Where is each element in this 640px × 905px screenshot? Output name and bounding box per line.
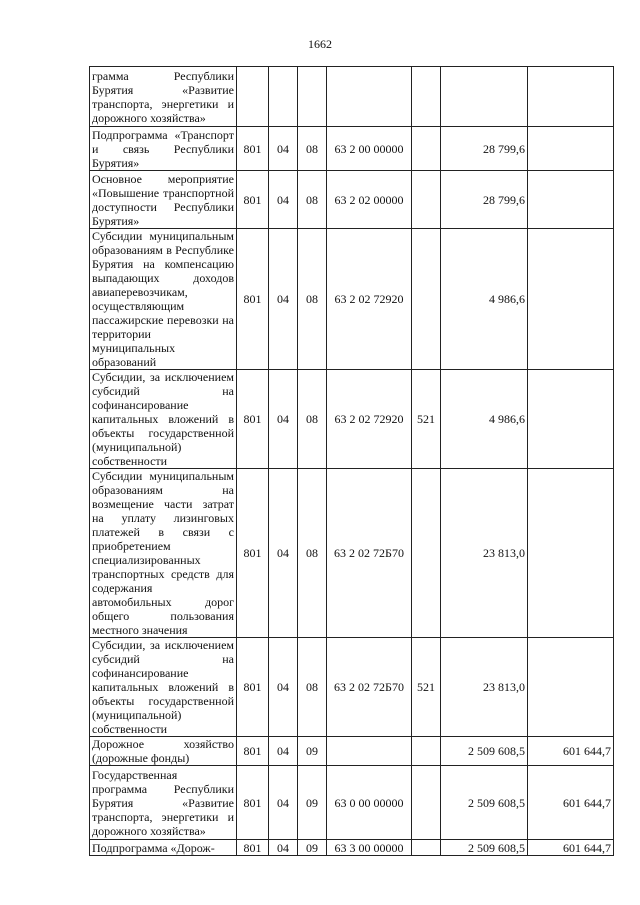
row-section-code: 04 (269, 229, 298, 370)
row-expense-type (412, 127, 441, 171)
row-section-code: 04 (269, 171, 298, 229)
row-name: Субсидии муниципальным образованиям в Республике Бурятия на компенсацию выпадающих доходов авиаперевозчикам, осуществляющим пассажирские перевозки на территории муниципальных образований (90, 229, 237, 370)
row-subsection-code: 09 (298, 737, 327, 766)
row-target-article: 63 3 00 00000 (327, 840, 412, 856)
table-row (90, 766, 614, 840)
row-name: Субсидии, за исключением субсидий на софинансирование капитальных вложений в объекты государственной (муниципальной) собственности (90, 638, 237, 737)
row-section-code: 04 (269, 370, 298, 469)
row-section-code: 04 (269, 737, 298, 766)
row-name: Подпрограмма «Дорож- (90, 840, 237, 856)
row-amount-2 (528, 370, 614, 469)
row-section-code: 04 (269, 127, 298, 171)
row-section-code: 04 (269, 840, 298, 856)
row-target-article: 63 2 02 72920 (327, 229, 412, 370)
row-admin-code: 801 (237, 229, 269, 370)
row-target-article: 63 2 02 72Б70 (327, 469, 412, 638)
row-amount-1: 4 986,6 (441, 370, 528, 469)
row-name: Государственная программа Республики Бурятия «Развитие транспорта, энергетики и дорожного хозяйства» (90, 766, 237, 840)
row-name: Субсидии, за исключением субсидий на софинансирование капитальных вложений в объекты государственной (муниципальной) собственности (90, 370, 237, 469)
row-subsection-code: 09 (298, 766, 327, 840)
row-amount-2: 601 644,7 (528, 737, 614, 766)
row-target-article: 63 2 02 72920 (327, 370, 412, 469)
row-section-code: 04 (269, 469, 298, 638)
row-expense-type (412, 229, 441, 370)
row-amount-1: 2 509 608,5 (441, 737, 528, 766)
row-amount-2 (528, 229, 614, 370)
row-admin-code: 801 (237, 171, 269, 229)
row-subsection-code: 08 (298, 127, 327, 171)
row-amount-2 (528, 469, 614, 638)
row-admin-code: 801 (237, 638, 269, 737)
row-name: Основное мероприятие «Повышение транспортной доступности Республики Бурятия» (90, 171, 237, 229)
row-section-code: 04 (269, 638, 298, 737)
row-expense-type (412, 67, 441, 127)
row-subsection-code (298, 67, 327, 127)
row-subsection-code: 08 (298, 370, 327, 469)
table-row (90, 370, 614, 469)
row-admin-code: 801 (237, 469, 269, 638)
budget-table (89, 66, 614, 856)
row-target-article: 63 2 02 72Б70 (327, 638, 412, 737)
row-target-article: 63 2 02 00000 (327, 171, 412, 229)
row-target-article (327, 737, 412, 766)
row-section-code: 04 (269, 766, 298, 840)
row-amount-2 (528, 127, 614, 171)
row-amount-1: 4 986,6 (441, 229, 528, 370)
row-admin-code: 801 (237, 766, 269, 840)
row-admin-code: 801 (237, 737, 269, 766)
table-row (90, 127, 614, 171)
row-subsection-code: 09 (298, 840, 327, 856)
row-amount-2 (528, 171, 614, 229)
row-target-article: 63 2 00 00000 (327, 127, 412, 171)
row-amount-1: 23 813,0 (441, 469, 528, 638)
table-row (90, 469, 614, 638)
table-row (90, 171, 614, 229)
row-amount-2 (528, 638, 614, 737)
row-expense-type (412, 469, 441, 638)
row-expense-type: 521 (412, 370, 441, 469)
row-target-article (327, 67, 412, 127)
table-row (90, 638, 614, 737)
row-target-article: 63 0 00 00000 (327, 766, 412, 840)
row-amount-2: 601 644,7 (528, 766, 614, 840)
page-number: 1662 (308, 37, 332, 51)
row-admin-code: 801 (237, 370, 269, 469)
row-subsection-code: 08 (298, 469, 327, 638)
row-admin-code (237, 67, 269, 127)
row-subsection-code: 08 (298, 171, 327, 229)
row-amount-2: 601 644,7 (528, 840, 614, 856)
row-amount-1: 23 813,0 (441, 638, 528, 737)
row-expense-type (412, 840, 441, 856)
row-name: грамма Республики Бурятия «Развитие транспорта, энергетики и дорожного хозяйства» (90, 67, 237, 127)
table-row (90, 67, 614, 127)
row-amount-1: 2 509 608,5 (441, 766, 528, 840)
row-amount-1 (441, 67, 528, 127)
row-expense-type (412, 766, 441, 840)
row-expense-type: 521 (412, 638, 441, 737)
row-name: Дорожное хозяйство (дорожные фонды) (90, 737, 237, 766)
row-amount-2 (528, 67, 614, 127)
table-row (90, 229, 614, 370)
row-amount-1: 2 509 608,5 (441, 840, 528, 856)
row-admin-code: 801 (237, 840, 269, 856)
row-name: Подпрограмма «Транспорт и связь Республики Бурятия» (90, 127, 237, 171)
table-row (90, 737, 614, 766)
row-subsection-code: 08 (298, 229, 327, 370)
row-name: Субсидии муниципальным образованиям на возмещение части затрат на уплату лизинговых платежей в связи с приобретением специализированных транспортных средств для содержания автомобильных дорог общего пользования местного значения (90, 469, 237, 638)
row-admin-code: 801 (237, 127, 269, 171)
table-row (90, 840, 614, 856)
row-amount-1: 28 799,6 (441, 127, 528, 171)
row-amount-1: 28 799,6 (441, 171, 528, 229)
row-subsection-code: 08 (298, 638, 327, 737)
row-expense-type (412, 171, 441, 229)
row-expense-type (412, 737, 441, 766)
row-section-code (269, 67, 298, 127)
